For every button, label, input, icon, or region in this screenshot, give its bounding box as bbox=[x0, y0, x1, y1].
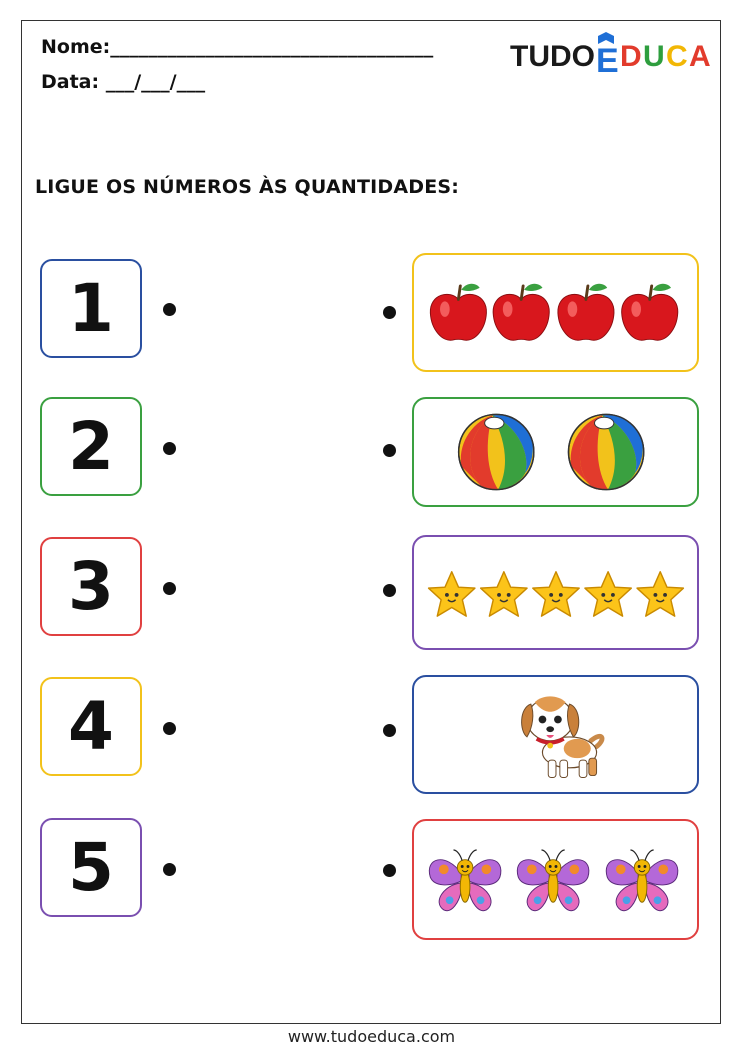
puppy-illustration bbox=[414, 677, 697, 792]
number-box-4 bbox=[40, 677, 142, 776]
number-box-2 bbox=[40, 397, 142, 496]
right-connect-dot-1[interactable] bbox=[383, 306, 396, 319]
tudoeduca-logo bbox=[510, 30, 720, 78]
footer-url[interactable]: www.tudoeduca.com bbox=[287, 1027, 456, 1046]
logo-text-u: U bbox=[643, 40, 665, 73]
left-connect-dot-3[interactable] bbox=[163, 582, 176, 595]
left-connect-dot-1[interactable] bbox=[163, 303, 176, 316]
logo-text-tudo: TUDO bbox=[510, 40, 595, 73]
number-label: 3 bbox=[68, 548, 114, 625]
apple-icon bbox=[622, 284, 678, 341]
quantity-box-stars bbox=[412, 535, 699, 650]
name-line: Nome:__________________________________ bbox=[41, 36, 434, 58]
star-icon bbox=[637, 572, 683, 616]
puppy-icon bbox=[522, 696, 602, 777]
logo-text-c: C bbox=[666, 40, 688, 73]
number-box-3 bbox=[40, 537, 142, 636]
number-label: 4 bbox=[68, 688, 114, 765]
logo-text-a: A bbox=[689, 40, 711, 73]
beach-ball-icon bbox=[459, 414, 534, 489]
quantity-box-puppy bbox=[412, 675, 699, 794]
right-connect-dot-2[interactable] bbox=[383, 444, 396, 457]
stars-illustration bbox=[414, 537, 697, 648]
number-label: 1 bbox=[68, 270, 114, 347]
quantity-box-butterflies bbox=[412, 819, 699, 940]
apples-illustration bbox=[414, 255, 697, 370]
number-box-1 bbox=[40, 259, 142, 358]
star-icon bbox=[585, 572, 631, 616]
apple-icon bbox=[430, 284, 486, 341]
number-label: 2 bbox=[68, 408, 114, 485]
apple-icon bbox=[558, 284, 614, 341]
left-connect-dot-4[interactable] bbox=[163, 722, 176, 735]
star-icon bbox=[429, 572, 475, 616]
quantity-box-apples bbox=[412, 253, 699, 372]
right-connect-dot-5[interactable] bbox=[383, 864, 396, 877]
butterfly-icon bbox=[517, 850, 589, 911]
beach-ball-icon bbox=[569, 414, 644, 489]
star-icon bbox=[533, 572, 579, 616]
number-box-5 bbox=[40, 818, 142, 917]
right-connect-dot-3[interactable] bbox=[383, 584, 396, 597]
butterflies-illustration bbox=[414, 821, 697, 938]
quantity-box-balls bbox=[412, 397, 699, 507]
left-connect-dot-2[interactable] bbox=[163, 442, 176, 455]
apple-icon bbox=[493, 284, 549, 341]
left-connect-dot-5[interactable] bbox=[163, 863, 176, 876]
instruction-title: LIGUE OS NÚMEROS ÀS QUANTIDADES: bbox=[35, 176, 460, 198]
butterfly-icon bbox=[429, 850, 501, 911]
star-icon bbox=[481, 572, 527, 616]
logo-text-e: E bbox=[596, 42, 619, 78]
date-line: Data: ___/___/___ bbox=[41, 71, 206, 93]
logo-text-d: D bbox=[620, 40, 642, 73]
butterfly-icon bbox=[606, 850, 678, 911]
number-label: 5 bbox=[68, 829, 114, 906]
right-connect-dot-4[interactable] bbox=[383, 724, 396, 737]
balls-illustration bbox=[414, 399, 697, 505]
